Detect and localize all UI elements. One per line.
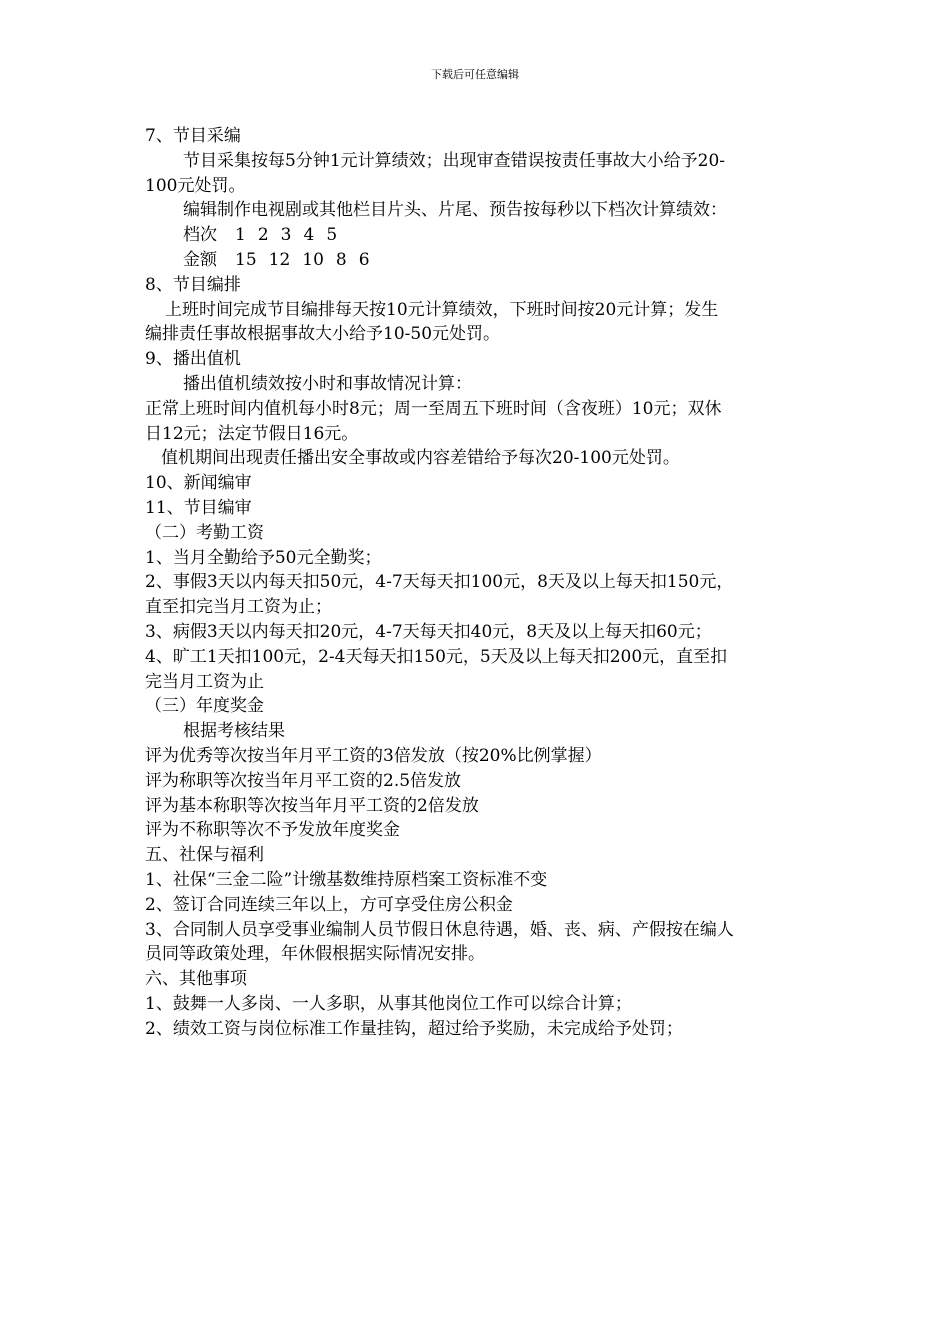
list-item: 评为基本称职等次按当年月平工资的2倍发放 [145,795,479,816]
paragraph-continuation: 日12元；法定节假日16元。 [145,423,359,444]
document-body [145,124,810,1041]
tier-row [145,223,810,248]
amount-value: 8 [335,249,347,270]
tier-value: 3 [280,225,292,246]
paragraph: 上班时间完成节目编排每天按10元计算绩效，下班时间按20元计算；发生 [165,299,719,320]
amount-value: 10 [302,249,324,270]
other-heading: 六、其他事项 [145,969,247,990]
paragraph-continuation: 100元处罚。 [145,175,246,196]
page-header: 下载后可任意编辑 [431,68,519,81]
list-item: 3、合同制人员享受事业编制人员节假日休息待遇，婚、丧、病、产假按在编人 [145,919,734,940]
list-item: 3、病假3天以内每天扣20元，4-7天每天扣40元，8天及以上每天扣60元； [145,621,712,642]
bonus-heading: （三）年度奖金 [145,696,264,717]
tier-value: 4 [303,225,315,246]
section-heading-9: 9、播出值机 [145,349,241,370]
paragraph: 值机期间出现责任播出安全事故或内容差错给予每次20-100元处罚。 [161,448,680,469]
list-item: 1、社保“三金二险”计缴基数维持原档案工资标准不变 [145,869,548,890]
attendance-heading: （二）考勤工资 [145,522,264,543]
section-heading-11: 11、节目编审 [145,497,252,518]
list-item: 2、绩效工资与岗位标准工作量挂钩，超过给予奖励，未完成给予处罚； [145,1018,683,1039]
list-item-continuation: 直至扣完当月工资为止； [145,597,332,618]
paragraph: 节目采集按每5分钟1元计算绩效；出现审查错误按责任事故大小给予20- [183,150,726,171]
amount-row [145,248,810,273]
amount-value: 12 [268,249,291,270]
tier-value: 5 [326,225,338,246]
tier-label: 档次 [183,225,217,246]
list-item: 2、事假3天以内每天扣50元，4-7天每天扣100元，8天及以上每天扣150元， [145,572,734,593]
list-item: 1、当月全勤给予50元全勤奖； [145,547,382,568]
tier-value: 2 [257,225,269,246]
paragraph: 正常上班时间内值机每小时8元；周一至周五下班时间（含夜班）10元；双休 [145,398,722,419]
amount-value: 15 [235,249,257,270]
amount-value: 6 [358,249,370,270]
paragraph: 编辑制作电视剧或其他栏目片头、片尾、预告按每秒以下档次计算绩效： [183,200,727,221]
list-item: 评为优秀等次按当年月平工资的3倍发放（按20%比例掌握） [145,745,602,766]
list-item: 评为称职等次按当年月平工资的2.5倍发放 [145,770,462,791]
section-heading-8: 8、节目编排 [145,274,241,295]
section-heading-10: 10、新闻编审 [145,473,252,494]
list-item: 2、签订合同连续三年以上，方可享受住房公积金 [145,894,513,915]
paragraph: 根据考核结果 [183,721,285,742]
list-item-continuation: 员同等政策处理，年休假根据实际情况安排。 [145,944,485,965]
list-item: 评为不称职等次不予发放年度奖金 [145,820,400,841]
tier-value: 1 [235,225,246,246]
list-item: 1、鼓舞一人多岗、一人多职，从事其他岗位工作可以综合计算； [145,993,632,1014]
section-heading-7: 7、节目采编 [145,126,241,146]
social-security-heading: 五、社保与福利 [145,845,264,866]
list-item: 4、旷工1天扣100元，2-4天每天扣150元，5天及以上每天扣200元，直至扣 [145,646,728,667]
paragraph: 播出值机绩效按小时和事故情况计算： [183,373,472,394]
paragraph-continuation: 编排责任事故根据事故大小给予10-50元处罚。 [145,324,501,345]
amount-label: 金额 [183,249,217,270]
list-item-continuation: 完当月工资为止 [145,671,264,692]
